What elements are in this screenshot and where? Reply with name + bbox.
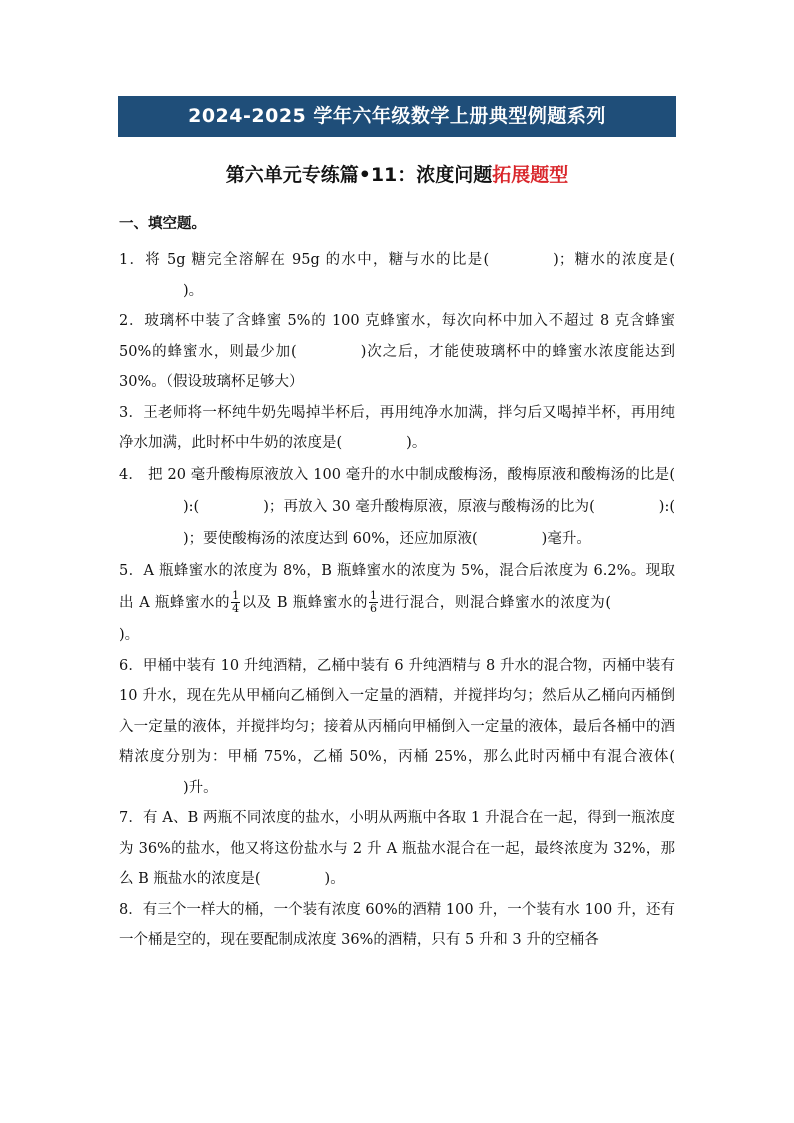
q1-text-b: )；糖水的浓度是( xyxy=(553,252,675,268)
question-3 xyxy=(119,398,675,459)
question-7 xyxy=(119,803,675,895)
fraction-2-numerator: 1 xyxy=(370,589,378,602)
q7-text-b: )。 xyxy=(324,871,345,887)
q5-text-a: 5．A 瓶蜂蜜水的浓度为 8%，B 瓶蜂蜜水的浓度为 5%，混合后浓度为 6.2%。现取出 A 瓶蜂蜜水的 xyxy=(119,562,675,611)
question-2 xyxy=(119,306,675,398)
section-title: 一、填空题。 xyxy=(119,216,206,232)
question-1 xyxy=(119,245,675,306)
q1-text-a: 1．将 5g 糖完全溶解在 95g 的水中，糖与水的比是( xyxy=(119,252,490,268)
q1-text-c: )。 xyxy=(183,282,204,299)
fraction-one-sixth xyxy=(369,590,378,615)
q6-text-b: )升。 xyxy=(183,779,218,796)
question-5 xyxy=(119,555,675,651)
q5-text-b: 以及 B 瓶蜂蜜水的 xyxy=(241,594,369,611)
fraction-1-numerator: 1 xyxy=(232,589,240,602)
subtitle-accent: 拓展题型 xyxy=(492,164,569,186)
q8-text-a: 8．有三个一样大的桶，一个装有浓度 60%的酒精 100 升，一个装有水 100 升，还有一个桶是空的，现在要配制成浓度 36%的酒精，只有 5 升和 3 升的空桶各 xyxy=(119,901,675,948)
unit-subtitle xyxy=(118,160,676,187)
q3-text-a: 3．王老师将一杯纯牛奶先喝掉半杯后，再用纯净水加满，拌匀后又喝掉半杯，再用纯净水加满，此时杯中牛奶的浓度是( xyxy=(119,404,675,451)
q3-text-b: )。 xyxy=(406,435,427,451)
q7-text-a: 7．有 A、B 两瓶不同浓度的盐水，小明从两瓶中各取 1 升混合在一起，得到一瓶浓度为 36%的盐水，他又将这份盐水与 2 升 A 瓶盐水混合在一起，最终浓度为 32%，那么 B 瓶盐水的浓度是( xyxy=(119,810,675,887)
q6-text-a: 6．甲桶中装有 10 升纯酒精，乙桶中装有 6 升纯酒精与 8 升水的混合物，丙桶中装有 10 升水，现在先从甲桶向乙桶倒入一定量的酒精，并搅拌均匀；然后从乙桶向丙桶倒入一定量的液体，并搅拌均匀；接着从丙桶向甲桶倒入一定量的液体，最后各桶中的酒精浓度分别为：甲桶 75%，乙桶 50%，丙桶 25%，那么此时丙桶中有混合液体( xyxy=(119,657,675,765)
fraction-2-denominator: 6 xyxy=(370,602,378,615)
question-6 xyxy=(119,651,675,804)
q4-text-f: )毫升。 xyxy=(541,530,591,547)
q4-text-a: 4． 把 20 毫升酸梅原液放入 100 毫升的水中制成酸梅汤，酸梅原液和酸梅汤的比是( xyxy=(119,466,675,483)
question-list xyxy=(119,212,675,956)
fraction-1-denominator: 4 xyxy=(232,602,240,615)
q4-text-c: )；再放入 30 毫升酸梅原液，原液与酸梅汤的比为( xyxy=(263,498,595,515)
question-4 xyxy=(119,459,675,555)
q2-text-a: 2．玻璃杯中装了含蜂蜜 5%的 100 克蜂蜜水，每次向杯中加入不超过 8 克含蜂蜜 50%的蜂蜜水，则最少加( xyxy=(119,313,675,360)
q4-text-d: ):( xyxy=(658,498,675,515)
q2-text-b: )次之后，才能使玻璃杯中的蜂蜜水浓度能达到 30%。（假设玻璃杯足够大） xyxy=(119,343,675,390)
q4-text-e: )；要使酸梅汤的浓度达到 60%，还应加原液( xyxy=(183,530,478,547)
question-8 xyxy=(119,895,675,956)
subtitle-main: 第六单元专练篇•11：浓度问题 xyxy=(225,164,493,186)
fraction-one-quarter xyxy=(231,590,240,615)
series-banner: 2024-2025 学年六年级数学上册典型例题系列 xyxy=(118,96,676,137)
q5-text-c: 进行混合，则混合蜂蜜水的浓度为( xyxy=(379,594,612,611)
q5-text-d: )。 xyxy=(119,626,140,643)
q4-text-b: ):( xyxy=(183,498,200,515)
